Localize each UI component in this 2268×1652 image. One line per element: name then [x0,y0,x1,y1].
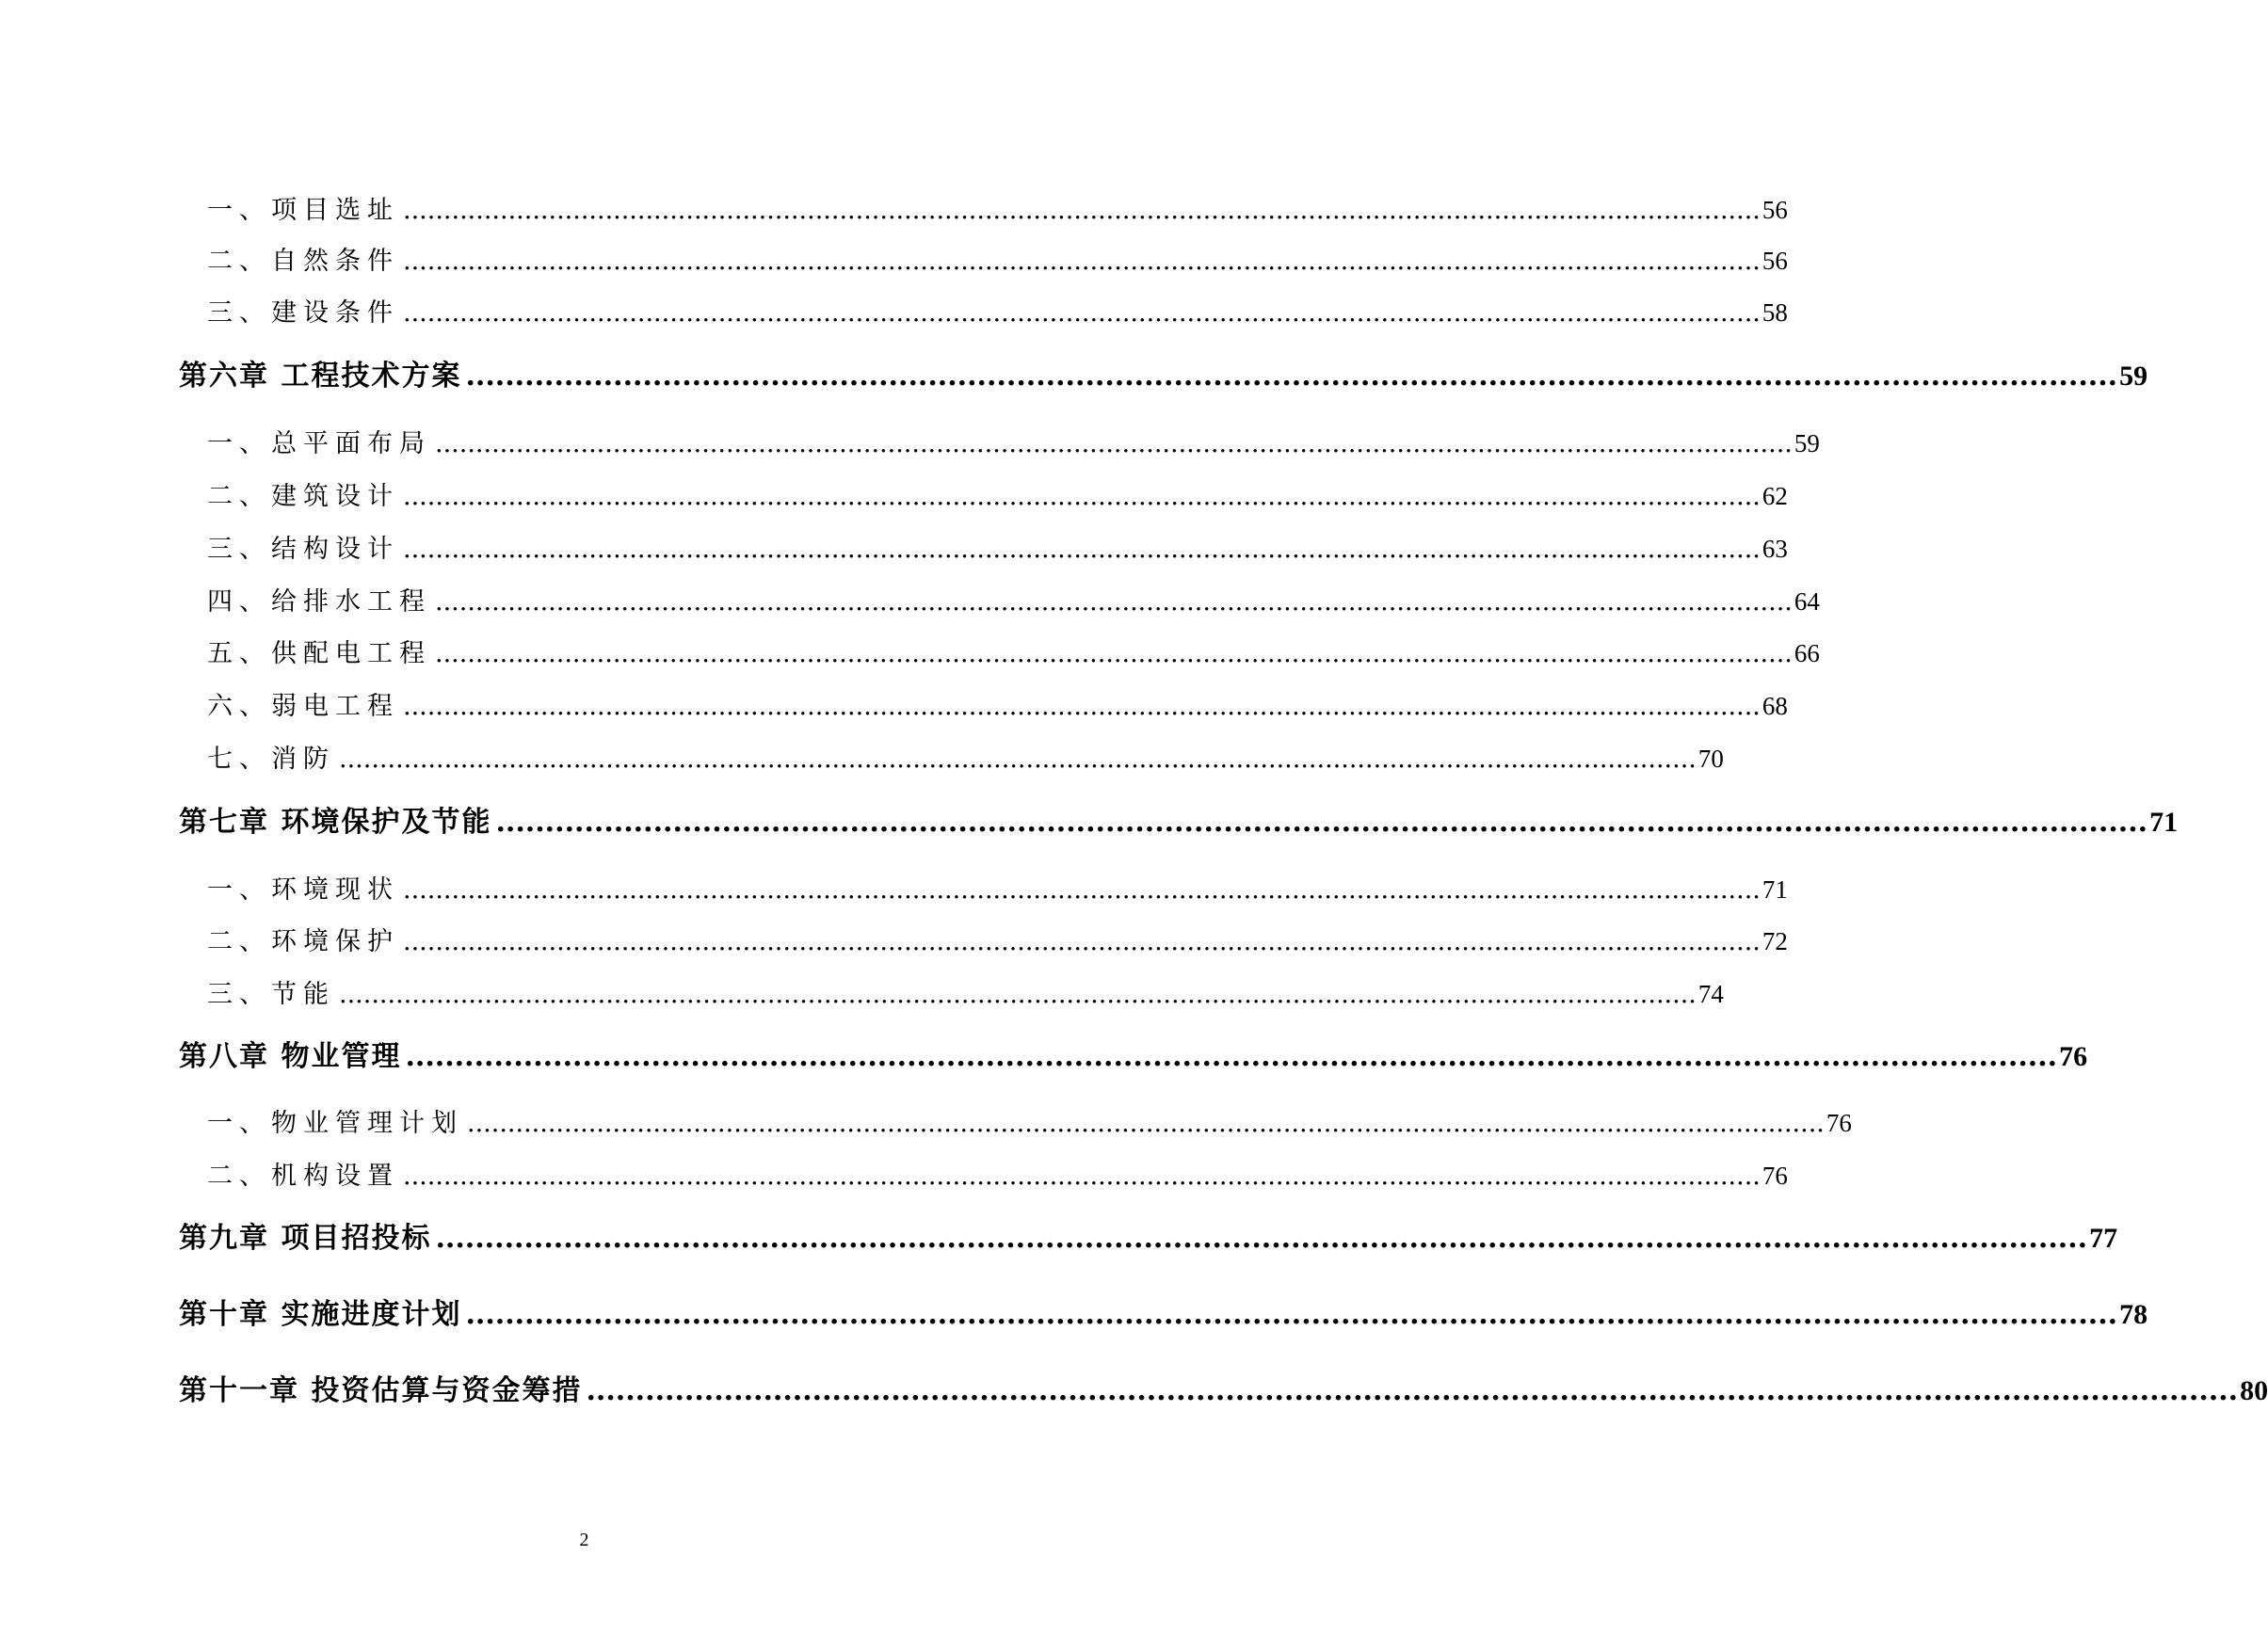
toc-chapter-entry[interactable] [179,1218,2118,1259]
toc-entry[interactable] [207,975,1724,1013]
toc-entry[interactable] [207,191,1788,229]
toc-entry-page: 66 [1793,639,1820,667]
toc-chapter-page: 71 [2149,807,2179,838]
toc-chapter-entry[interactable] [179,1294,2148,1336]
toc-chapter-title: 第九章 项目招投标 [179,1222,432,1255]
toc-entry-page: 63 [1761,535,1788,563]
toc-dot-leader: ........................................................................................................................................................................ [435,587,1793,617]
toc-chapter-entry[interactable] [179,1371,2268,1412]
toc-entry-title: 一、项目选址 [207,196,399,225]
toc-dot-leader: ........................................................................................................................................................................ [339,980,1697,1009]
toc-chapter-page: 77 [2089,1223,2118,1254]
toc-dot-leader: ........................................................................................................................................................................ [403,482,1761,511]
toc-entry-title: 四、给排水工程 [207,587,431,617]
toc-entry-title: 二、自然条件 [207,247,399,276]
toc-entry-title: 一、物业管理计划 [207,1109,463,1138]
toc-entry-title: 二、环境保护 [207,927,399,956]
toc-entry[interactable] [207,294,1788,331]
toc-chapter-entry[interactable] [179,356,2148,397]
toc-entry[interactable] [207,740,1724,778]
toc-entry-title: 二、机构设置 [207,1162,399,1191]
toc-entry-page: 56 [1761,196,1788,224]
toc-entry-title: 一、总平面布局 [207,429,431,458]
toc-dot-leader: ........................................................................................................................................................................ [465,360,2118,393]
toc-entry-page: 56 [1761,247,1788,275]
toc-entry[interactable] [207,687,1788,725]
toc-dot-leader: ........................................................................................................................................................................ [465,1298,2118,1331]
toc-entry-title: 三、结构设计 [207,535,399,564]
toc-entry-page: 71 [1761,875,1788,904]
toc-chapter-entry[interactable] [179,802,2179,843]
toc-dot-leader: ........................................................................................................................................................................ [403,875,1761,905]
toc-entry-title: 二、建筑设计 [207,482,399,511]
toc-dot-leader: ........................................................................................................................................................................ [435,429,1793,458]
toc-entry-title: 六、弱电工程 [207,692,399,721]
toc-dot-leader: ........................................................................................................................................................................ [403,298,1761,328]
toc-entry-page: 76 [1761,1162,1788,1190]
toc-dot-leader: ........................................................................................................................................................................ [403,692,1761,721]
toc-dot-leader: ........................................................................................................................................................................ [435,639,1793,668]
toc-entry-page: 58 [1761,298,1788,327]
toc-dot-leader: ........................................................................................................................................................................ [403,535,1761,564]
toc-dot-leader: ........................................................................................................................................................................ [467,1109,1825,1138]
toc-dot-leader: ........................................................................................................................................................................ [339,745,1697,774]
toc-entry-page: 64 [1793,587,1820,616]
toc-entry-title: 七、消防 [207,745,335,774]
toc-chapter-title: 第七章 环境保护及节能 [179,806,492,839]
toc-dot-leader: ........................................................................................................................................................................ [405,1040,2058,1073]
toc-entry-page: 59 [1793,429,1820,457]
toc-chapter-title: 第六章 工程技术方案 [179,360,462,393]
toc-chapter-page: 80 [2240,1375,2268,1406]
toc-chapter-entry[interactable] [179,1036,2088,1078]
toc-chapter-page: 59 [2119,361,2148,392]
toc-dot-leader: ........................................................................................................................................................................ [403,927,1761,956]
toc-entry-page: 76 [1826,1109,1852,1137]
toc-dot-leader: ........................................................................................................................................................................ [586,1374,2239,1407]
toc-entry[interactable] [207,871,1788,908]
toc-entry-page: 74 [1697,980,1724,1008]
toc-entry[interactable] [207,242,1788,280]
toc-dot-leader: ........................................................................................................................................................................ [403,196,1761,225]
toc-entry-page: 68 [1761,692,1788,720]
toc-entry-page: 72 [1761,927,1788,955]
toc-entry[interactable] [207,530,1788,568]
toc-dot-leader: ........................................................................................................................................................................ [403,247,1761,276]
page-number: 2 [579,1530,589,1550]
toc-entry[interactable] [207,1157,1788,1195]
toc-dot-leader: ........................................................................................................................................................................ [435,1222,2088,1255]
toc-entry[interactable] [207,634,1820,672]
toc-entry-title: 三、节能 [207,980,335,1009]
toc-entry-page: 62 [1761,482,1788,510]
toc-entry-page: 70 [1697,745,1724,773]
toc-dot-leader: ........................................................................................................................................................................ [403,1162,1761,1191]
toc-entry[interactable] [207,583,1820,620]
toc-entry-title: 一、环境现状 [207,875,399,905]
toc-dot-leader: ........................................................................................................................................................................ [495,806,2148,839]
toc-entry[interactable] [207,1104,1852,1142]
toc-chapter-title: 第八章 物业管理 [179,1040,402,1073]
toc-entry-title: 五、供配电工程 [207,639,431,668]
toc-chapter-page: 76 [2059,1041,2088,1072]
toc-entry-title: 三、建设条件 [207,298,399,328]
toc-chapter-title: 第十一章 投资估算与资金筹措 [179,1374,583,1407]
toc-entry[interactable] [207,425,1820,462]
toc-entry[interactable] [207,477,1788,515]
toc-entry[interactable] [207,922,1788,960]
toc-chapter-title: 第十章 实施进度计划 [179,1298,462,1331]
toc-chapter-page: 78 [2119,1299,2148,1330]
